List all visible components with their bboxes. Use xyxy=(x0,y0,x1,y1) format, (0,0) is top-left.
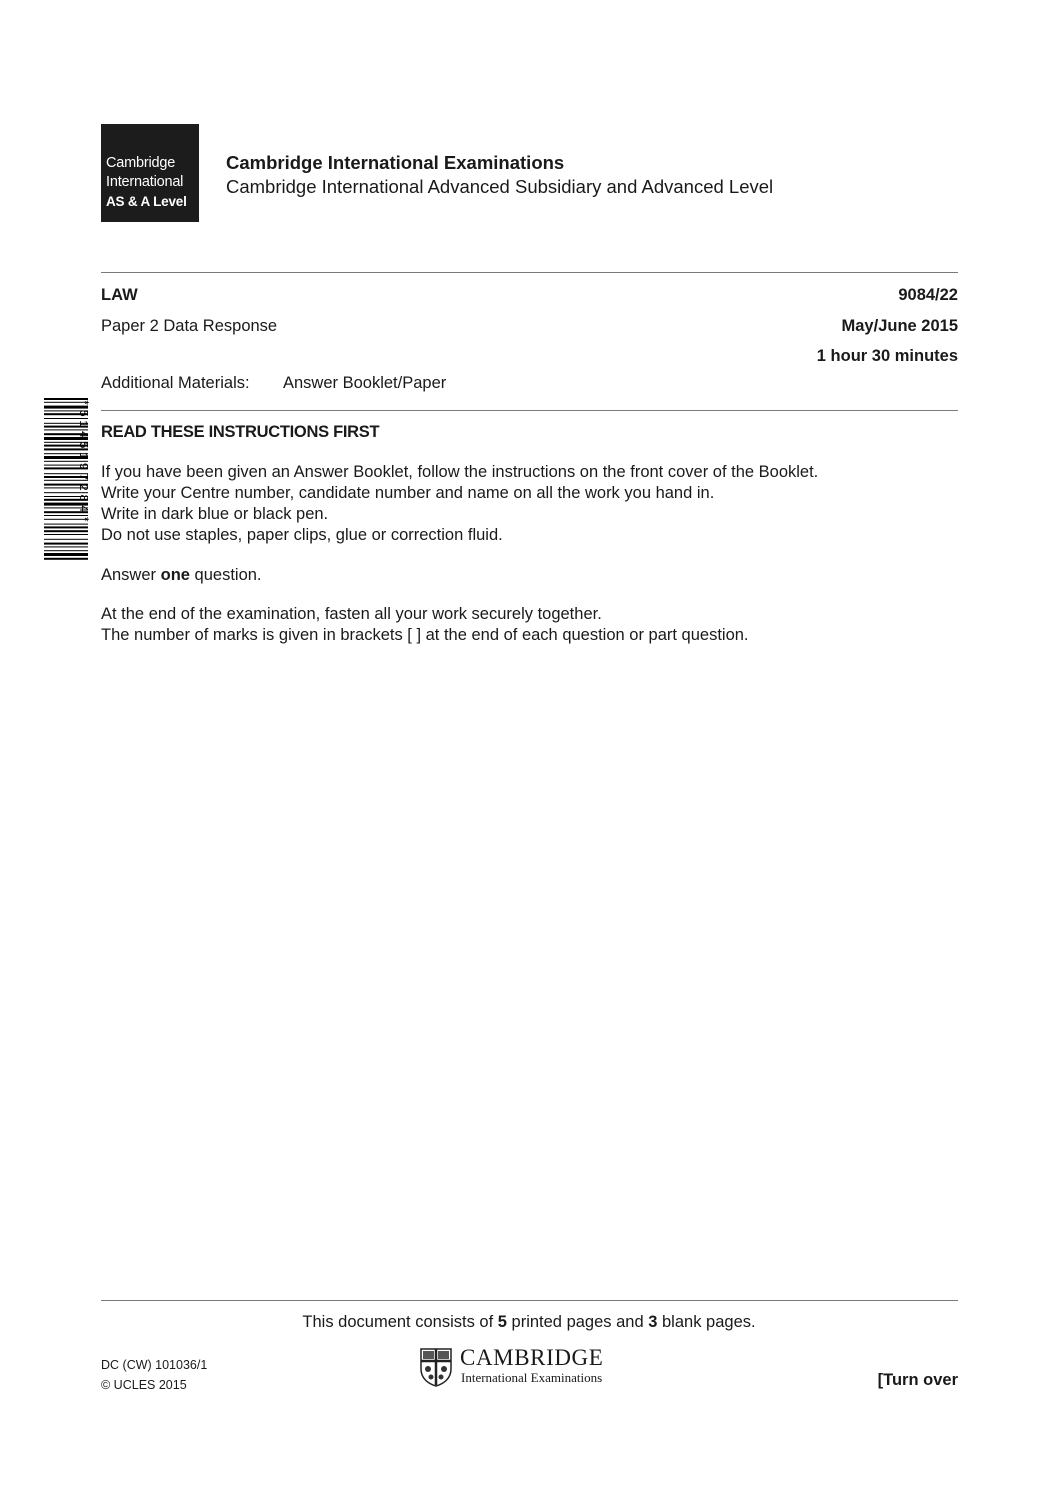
barcode xyxy=(44,397,88,599)
paper-title: Paper 2 Data Response xyxy=(101,317,278,335)
page-count-note xyxy=(0,1313,1058,1332)
logo-line-2: International xyxy=(106,174,184,190)
answer-text-pre: Answer xyxy=(101,566,161,584)
turn-over: [Turn over xyxy=(877,1371,958,1389)
note-text: This document consists of xyxy=(302,1313,498,1331)
answer-instruction xyxy=(101,565,262,586)
cambridge-wordmark-sub: International Examinations xyxy=(461,1370,603,1385)
copyright: © UCLES 2015 xyxy=(101,1378,187,1392)
materials-label: Additional Materials: xyxy=(101,374,250,392)
barcode-text: *5145197284* xyxy=(76,399,90,527)
instruction-line: Do not use staples, paper clips, glue or correction fluid. xyxy=(101,526,503,544)
note-text: blank pages. xyxy=(657,1313,756,1331)
cambridge-wordmark: CAMBRIDGE xyxy=(460,1345,604,1370)
instruction-line: Write in dark blue or black pen. xyxy=(101,505,329,523)
instructions-heading: READ THESE INSTRUCTIONS FIRST xyxy=(101,423,380,441)
instructions-block-3 xyxy=(101,604,749,646)
footer-divider xyxy=(101,1300,958,1301)
instructions-block-1 xyxy=(101,462,818,546)
exam-session: May/June 2015 xyxy=(841,317,958,335)
instruction-line: At the end of the examination, fasten all your work securely together. xyxy=(101,605,602,623)
instruction-line: The number of marks is given in brackets [ ] at the end of each question or part question. xyxy=(101,626,749,644)
top-divider xyxy=(101,272,958,273)
instruction-line: Write your Centre number, candidate number and name on all the work you hand in. xyxy=(101,484,715,502)
cambridge-logo xyxy=(101,124,199,222)
materials-value: Answer Booklet/Paper xyxy=(283,374,447,392)
logo-line-3: AS & A Level xyxy=(106,194,187,209)
instruction-line: If you have been given an Answer Booklet, follow the instructions on the front cover of the Booklet. xyxy=(101,463,819,481)
printed-pages-count: 5 xyxy=(497,1313,507,1331)
blank-pages-count: 3 xyxy=(648,1313,658,1331)
logo-line-1: Cambridge xyxy=(106,155,176,171)
org-subtitle: Cambridge International Advanced Subsidiary and Advanced Level xyxy=(226,176,774,197)
subject: LAW xyxy=(101,286,138,304)
document-codes xyxy=(101,1355,207,1395)
answer-count: one xyxy=(160,566,190,584)
instructions-divider xyxy=(101,410,958,411)
exam-duration: 1 hour 30 minutes xyxy=(816,347,958,365)
paper-code: 9084/22 xyxy=(898,286,958,304)
cambridge-crest-icon xyxy=(419,1347,453,1387)
org-name: Cambridge International Examinations xyxy=(226,152,565,173)
doc-code: DC (CW) 101036/1 xyxy=(101,1358,208,1372)
answer-text-post: question. xyxy=(189,566,262,584)
note-text: printed pages and xyxy=(506,1313,649,1331)
